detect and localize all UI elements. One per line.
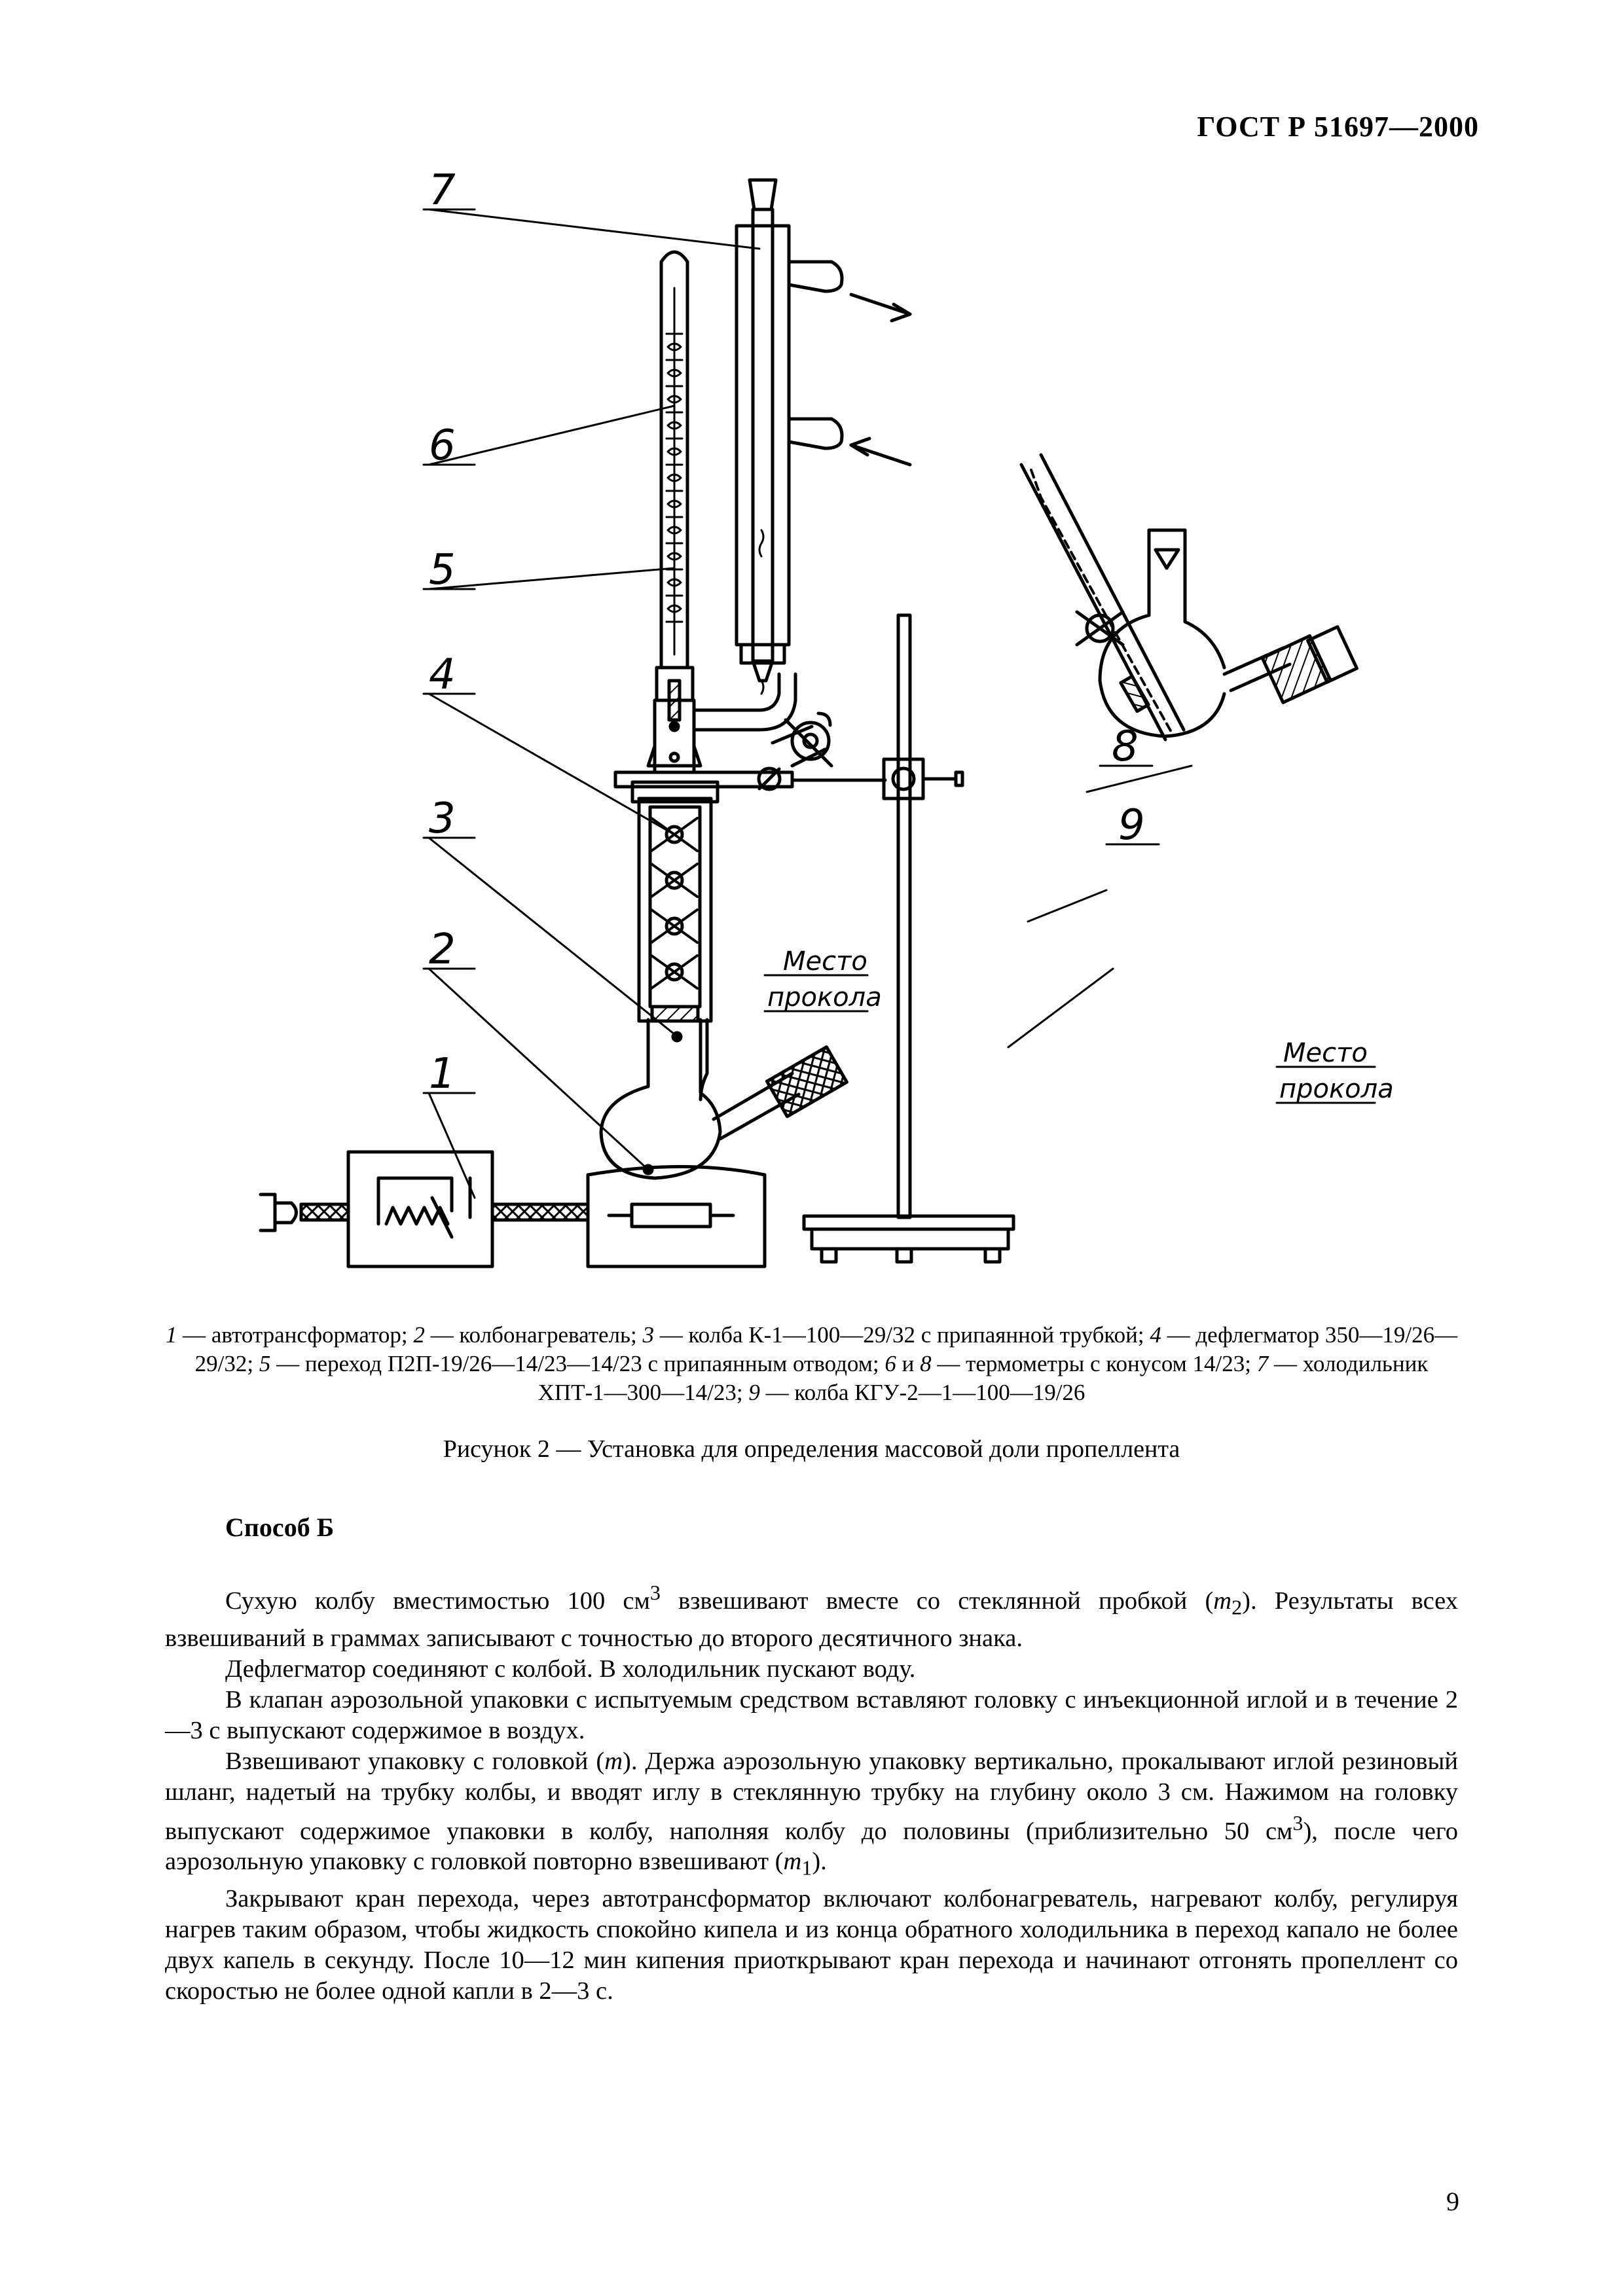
p4-part-a: Взвешивают упаковку с головкой (	[225, 1747, 605, 1775]
leader-lines	[429, 209, 1192, 1198]
p4-variable-2: m	[783, 1848, 802, 1876]
p4-part-b: ). Держа аэрозольную упаковку вертикально, прокалывают иглой резиновый шланг, надетый на трубку колбы, и вводят иглу в стеклянную трубку на глубину около 3 см. Нажимом на головку выпускают содержимое упаковки в колбу, наполняя колбу до половины (приблизительно 50 см	[165, 1747, 1458, 1845]
flask-heater	[588, 1166, 765, 1266]
legend-num-4: 4	[1150, 1322, 1161, 1348]
callout-9: 9	[1118, 801, 1145, 850]
small-flask-assembly	[1021, 455, 1357, 740]
paragraph-4	[165, 1746, 1458, 1884]
p4-part-c: ), после чего аэрозольную упаковку с головкой повторно взвешивают (	[165, 1817, 1458, 1876]
paragraph-3: В клапан аэрозольной упаковки с испытуемым средством вставляют головку с инъекционной иглой и в течение 2—3 с выпускают содержимое в воздух.	[165, 1685, 1458, 1744]
body-text	[165, 1577, 1458, 2007]
callout-7: 7	[429, 166, 456, 215]
figure-legend	[165, 1321, 1458, 1407]
apparatus-drawing	[0, 157, 1623, 1309]
callout-4: 4	[429, 651, 456, 699]
paragraph-2: Дефлегматор соединяют с колбой. В холодильник пускают воду.	[225, 1655, 916, 1683]
p1-part-a: Сухую колбу вместимостью 100 см	[225, 1587, 650, 1615]
legend-text-3: — колба К-1—100—29/32 с припаянной трубкой;	[653, 1322, 1150, 1348]
legend-num-3: 3	[642, 1322, 654, 1348]
legend-num-1: 1	[165, 1322, 177, 1348]
callout-3: 3	[429, 795, 456, 843]
section-title: Способ Б	[225, 1513, 335, 1542]
figure-caption: Рисунок 2 — Установка для определения массовой доли пропеллента	[443, 1435, 1180, 1463]
puncture-label-2-line1: Место	[1283, 1038, 1368, 1068]
legend-num-7: 7	[1256, 1351, 1269, 1376]
paragraph-5: Закрывают кран перехода, через автотрансформатор включают колбонагреватель, нагревают колбу, регулируя нагрев таким образом, чтобы жидкость спокойно кипела и из конца обратного холодильника в переход капало не более двух капель в секунду. После 10—12 мин кипения приоткрывают кран перехода и начинают отгонять пропеллент со скоростью не более одной капли в 2—3 с.	[165, 1885, 1458, 2005]
apparatus-figure	[0, 157, 1623, 1309]
puncture-label-1-line2: прокола	[767, 982, 882, 1013]
legend-text-7: — холодильник ХПТ-1—300—14/23;	[538, 1351, 1429, 1405]
thermometer	[657, 252, 693, 720]
paragraph-1	[165, 1577, 1458, 1654]
legend-text-5: — переход П2П-19/26—14/23—14/23 с припаянным отводом;	[270, 1351, 885, 1376]
callout-1: 1	[429, 1050, 456, 1098]
callout-8: 8	[1112, 723, 1139, 771]
p1-subscript: 2	[1231, 1595, 1243, 1619]
legend-text-4: — дефлегматор 350—19/26—29/32;	[194, 1322, 1458, 1376]
round-bottom-flask	[601, 1020, 847, 1178]
lab-stand	[804, 615, 1013, 1262]
legend-text-1: — автотрансформатор;	[177, 1322, 414, 1348]
puncture-label-1-line1: Место	[783, 946, 867, 977]
legend-num-8: 8	[920, 1351, 932, 1376]
page-number: 9	[1446, 2187, 1459, 2216]
callout-6: 6	[429, 422, 456, 470]
p4-subscript: 1	[801, 1856, 812, 1880]
legend-num-5: 5	[259, 1351, 271, 1376]
legend-num-9: 9	[748, 1380, 760, 1405]
legend-text-9: — колба КГУ-2—1—100—19/26	[759, 1380, 1085, 1405]
legend-num-2: 2	[413, 1322, 425, 1348]
callout-5: 5	[429, 546, 456, 594]
document-header: ГОСТ Р 51697—2000	[1197, 111, 1479, 143]
p1-superscript: 3	[649, 1581, 661, 1604]
p4-variable: m	[604, 1747, 623, 1775]
legend-text-2: — колбонагреватель;	[424, 1322, 643, 1348]
legend-text-6: и	[896, 1351, 921, 1376]
callout-2: 2	[429, 925, 456, 974]
p1-part-b: взвешивают вместе со стеклянной пробкой (	[660, 1587, 1214, 1615]
puncture-label-2-line2: прокола	[1279, 1074, 1394, 1104]
p1-variable: m	[1213, 1587, 1232, 1615]
autotransformer	[348, 1152, 492, 1266]
legend-text-8: — термометры с конусом 14/23;	[931, 1351, 1257, 1376]
p4-part-d: ).	[812, 1848, 827, 1876]
legend-num-6: 6	[884, 1351, 896, 1376]
p4-superscript: 3	[1292, 1810, 1304, 1835]
p1-part-c: ). Результаты всех взвешиваний в граммах записывают с точностью до второго десятичного знака.	[165, 1587, 1458, 1652]
reflux-condenser	[737, 180, 910, 694]
power-plug	[261, 1194, 588, 1230]
